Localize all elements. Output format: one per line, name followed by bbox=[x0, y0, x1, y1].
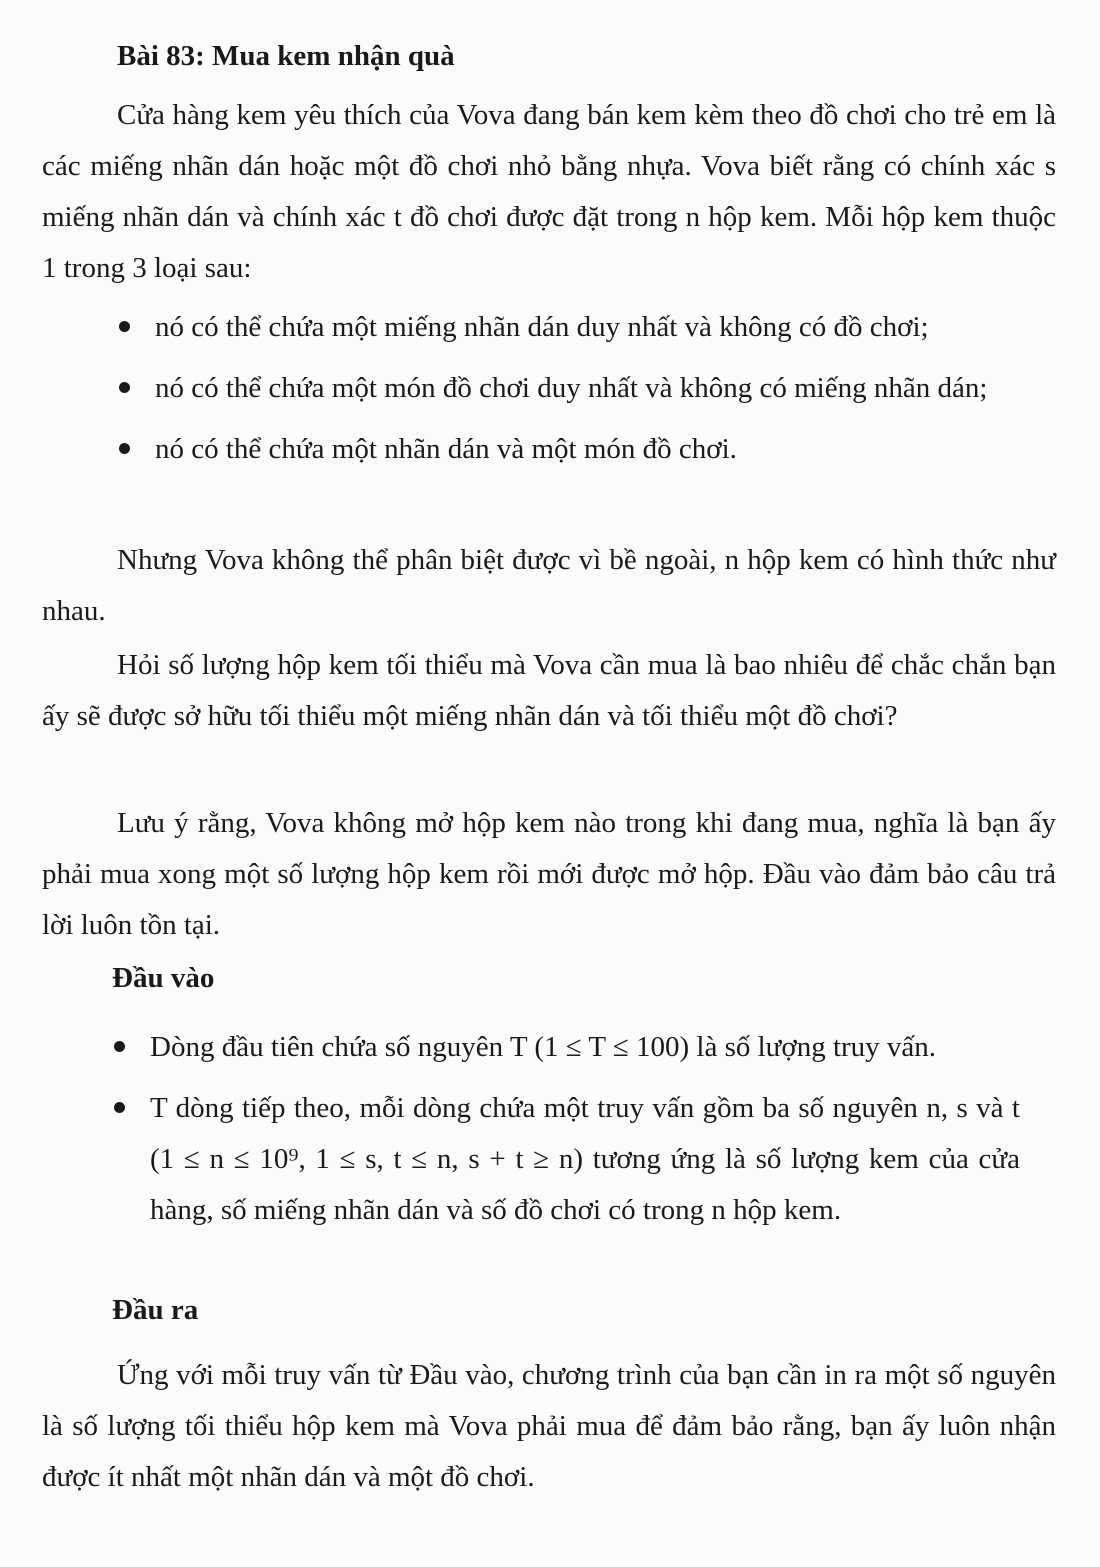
list-item bbox=[112, 1022, 1020, 1073]
list-item bbox=[112, 1083, 1020, 1236]
bullet-icon bbox=[119, 443, 130, 454]
bullet-icon bbox=[119, 382, 130, 393]
list-item-text: nó có thể chứa một miếng nhãn dán duy nhất và không có đồ chơi; bbox=[155, 311, 929, 343]
box-type-list bbox=[117, 302, 1025, 485]
list-item-text: T dòng tiếp theo, mỗi dòng chứa một truy vấn gồm ba số nguyên n, s và t (1 ≤ n ≤ 10⁹, 1 ≤ s, t ≤ n, s + t ≥ n) tương ứng là số lượng kem của cửa hàng, số miếng nhãn dán và số đồ chơi có trong n hộp kem. bbox=[150, 1092, 1020, 1226]
list-item bbox=[117, 302, 1025, 353]
output-heading: Đầu ra bbox=[112, 1294, 199, 1326]
bullet-icon bbox=[114, 1102, 125, 1113]
list-item-text: nó có thể chứa một nhãn dán và một món đồ chơi. bbox=[155, 433, 737, 465]
problem-title: Bài 83: Mua kem nhận quà bbox=[117, 40, 455, 72]
input-spec-list bbox=[112, 1022, 1020, 1246]
intro-paragraph: Cửa hàng kem yêu thích của Vova đang bán kem kèm theo đồ chơi cho trẻ em là các miếng nhãn dán hoặc một đồ chơi nhỏ bằng nhựa. Vova biết rằng có chính xác s miếng nhãn dán và chính xác t đồ chơi được đặt trong n hộp kem. Mỗi hộp kem thuộc 1 trong 3 loại sau: bbox=[42, 99, 1056, 284]
question-paragraph: Hỏi số lượng hộp kem tối thiểu mà Vova cần mua là bao nhiêu để chắc chắn bạn ấy sẽ được sở hữu tối thiểu một miếng nhãn dán và tối thiểu một đồ chơi? bbox=[42, 649, 1056, 732]
note-paragraph: Lưu ý rằng, Vova không mở hộp kem nào trong khi đang mua, nghĩa là bạn ấy phải mua xong một số lượng hộp kem rồi mới được mở hộp. Đầu vào đảm bảo câu trả lời luôn tồn tại. bbox=[42, 807, 1056, 941]
list-item bbox=[117, 424, 1025, 475]
bullet-icon bbox=[114, 1041, 125, 1052]
bullet-icon bbox=[119, 321, 130, 332]
input-heading: Đầu vào bbox=[112, 962, 215, 994]
list-item-text: Dòng đầu tiên chứa số nguyên T (1 ≤ T ≤ 100) là số lượng truy vấn. bbox=[150, 1031, 937, 1063]
output-paragraph: Ứng với mỗi truy vấn từ Đầu vào, chương trình của bạn cần in ra một số nguyên là số lượng tối thiểu hộp kem mà Vova phải mua để đảm bảo rằng, bạn ấy luôn nhận được ít nhất một nhãn dán và một đồ chơi. bbox=[42, 1359, 1056, 1493]
list-item bbox=[117, 363, 1025, 414]
appearance-paragraph: Nhưng Vova không thể phân biệt được vì bề ngoài, n hộp kem có hình thức như nhau. bbox=[42, 544, 1056, 627]
list-item-text: nó có thể chứa một món đồ chơi duy nhất và không có miếng nhãn dán; bbox=[155, 372, 988, 404]
